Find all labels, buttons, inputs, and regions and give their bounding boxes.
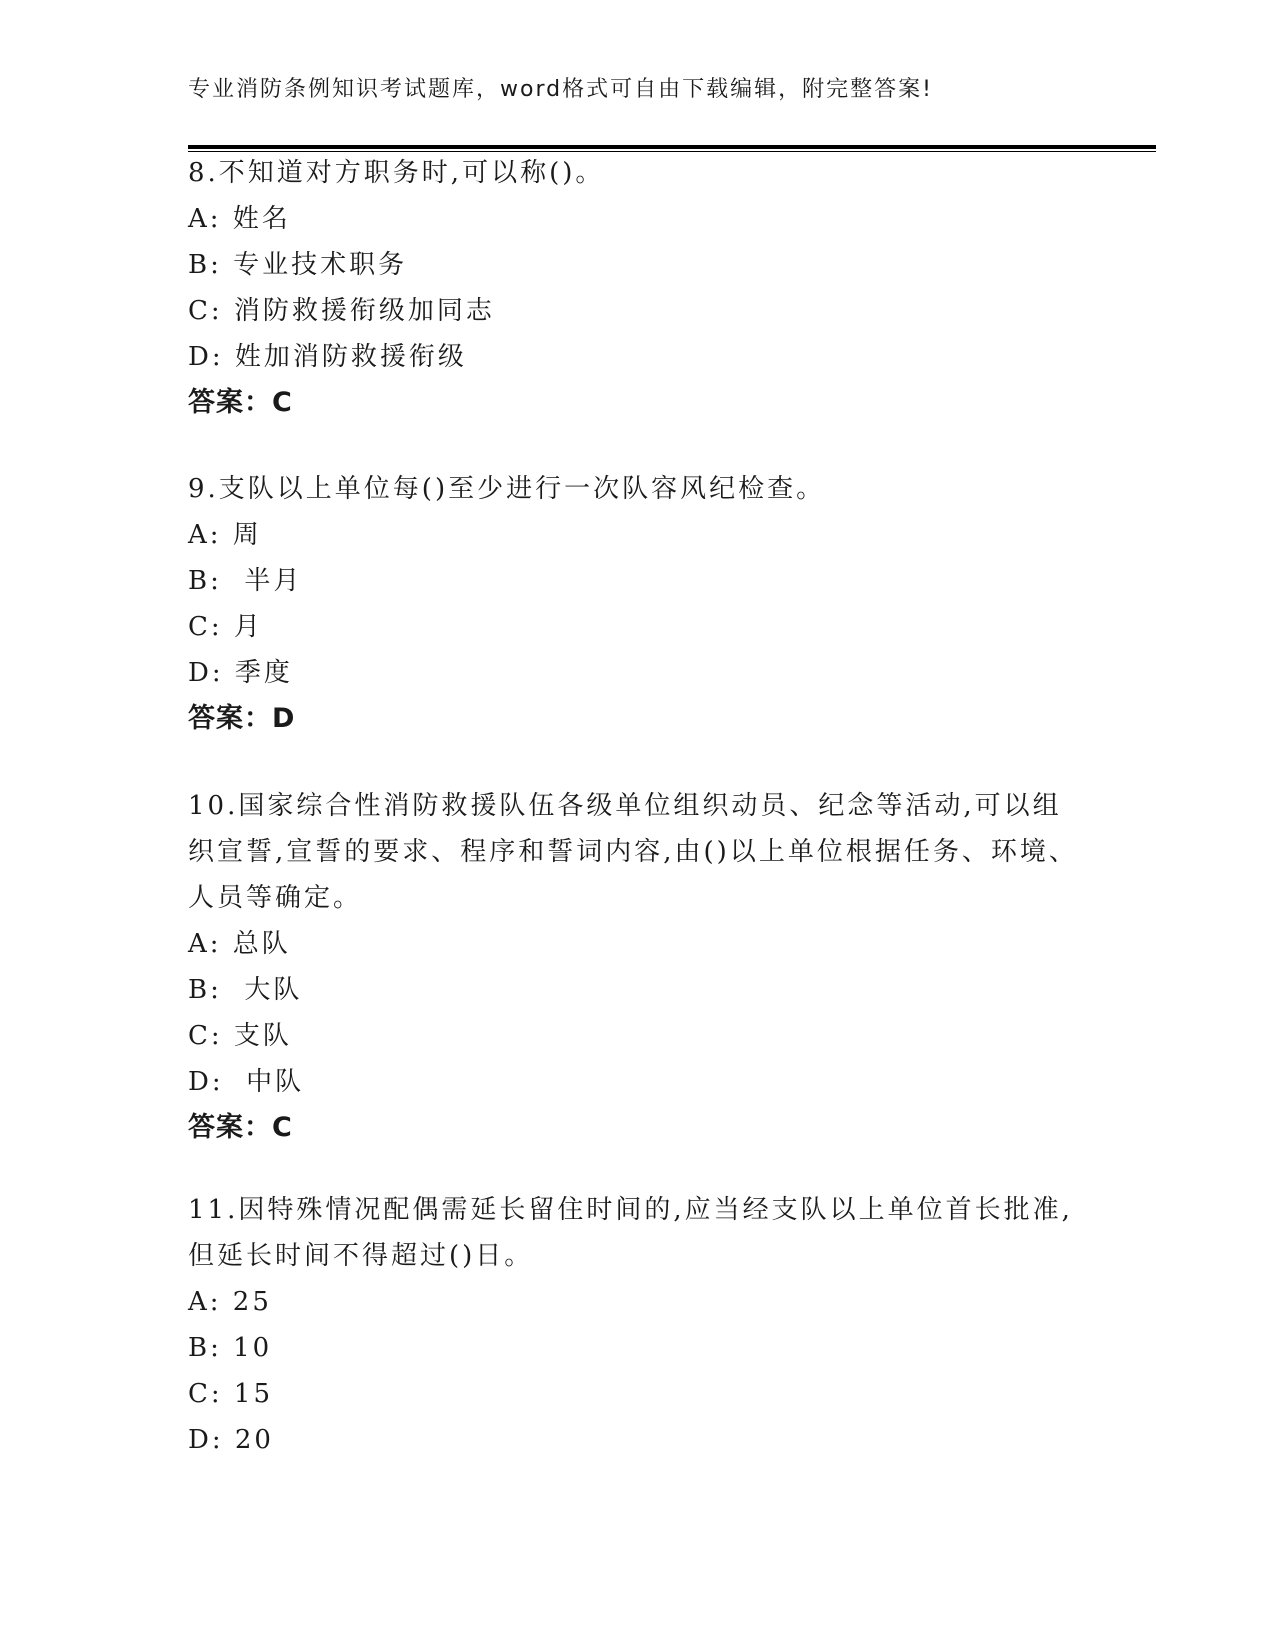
option-d: D: 中队: [188, 1067, 305, 1097]
option-d: D: 季度: [188, 658, 293, 688]
option-a: A: 25: [188, 1287, 272, 1317]
option-a: A: 周: [188, 520, 262, 550]
option-c: C: 月: [188, 612, 263, 642]
question-text: 10.国家综合性消防救援队伍各级单位组织动员、纪念等活动,可以组织宣誓,宣誓的要求、程序和誓词内容,由()以上单位根据任务、环境、人员等确定。: [188, 791, 1078, 913]
question-text: 11.因特殊情况配偶需延长留住时间的,应当经支队以上单位首长批准,但延长时间不得超过()日。: [188, 1195, 1073, 1271]
question-text: 9.支队以上单位每()至少进行一次队容风纪检查。: [188, 474, 826, 504]
question-9: [188, 466, 1088, 742]
option-d: D: 20: [188, 1425, 274, 1455]
header-divider-thick: [188, 145, 1156, 149]
answer: 答案：C: [188, 1112, 293, 1143]
question-11: [188, 1187, 1088, 1463]
option-d: D: 姓加消防救援衔级: [188, 342, 467, 372]
option-a: A: 姓名: [188, 204, 291, 234]
question-8: [188, 150, 1088, 426]
option-b: B: 半月: [188, 566, 303, 596]
option-c: C: 支队: [188, 1021, 292, 1051]
question-text: 8.不知道对方职务时,可以称()。: [188, 158, 605, 188]
answer: 答案：C: [188, 387, 293, 418]
option-c: C: 15: [188, 1379, 274, 1409]
answer: 答案：D: [188, 703, 296, 734]
option-b: B: 专业技术职务: [188, 250, 408, 280]
option-b: B: 10: [188, 1333, 273, 1363]
option-c: C: 消防救援衔级加同志: [188, 296, 495, 326]
option-a: A: 总队: [188, 929, 291, 959]
option-b: B: 大队: [188, 975, 303, 1005]
question-10: [188, 783, 1088, 1151]
page-header: 专业消防条例知识考试题库，word格式可自由下载编辑，附完整答案!: [188, 77, 933, 102]
